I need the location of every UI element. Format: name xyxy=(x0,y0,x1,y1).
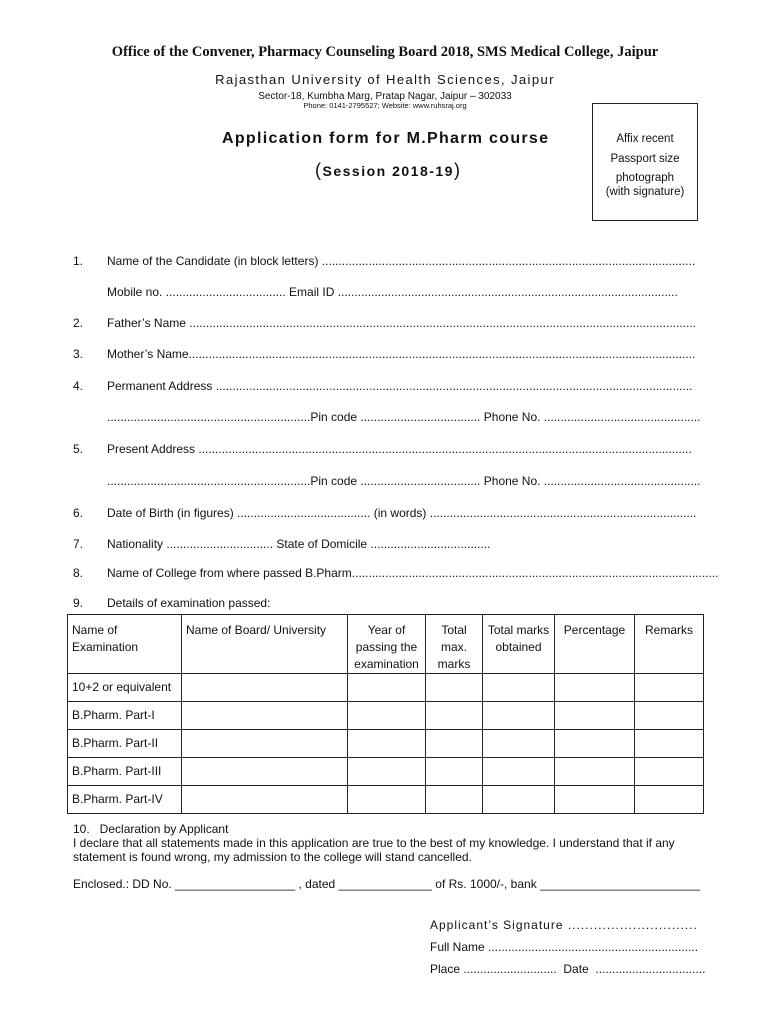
exam-name-cell: B.Pharm. Part-IV xyxy=(68,786,182,814)
declaration-text: I declare that all statements made in this application are true to the best of my knowledge. I understand that if any statement is found wrong, my admission to the college will stand cancelled. xyxy=(73,836,675,864)
max-marks-cell[interactable] xyxy=(426,730,483,758)
column-header-exam-name: Name of Examination xyxy=(68,615,182,674)
max-marks-cell[interactable] xyxy=(426,674,483,702)
date-of-birth-field[interactable]: Date of Birth (in figures) ........................................ (in words) ................................................................................ xyxy=(107,506,697,520)
field-number: 6. xyxy=(73,506,84,520)
photo-instruction-line: photograph xyxy=(615,172,675,184)
marks-obtained-cell[interactable] xyxy=(483,786,555,814)
session-text: Session 2018-19 xyxy=(322,163,454,179)
exam-name-cell: B.Pharm. Part-I xyxy=(68,702,182,730)
max-marks-cell[interactable] xyxy=(426,702,483,730)
year-cell[interactable] xyxy=(348,702,426,730)
photo-instruction-line: (with signature) xyxy=(605,186,685,198)
place-date-field[interactable]: Place ............................ Date ................................. xyxy=(430,962,706,976)
board-cell[interactable] xyxy=(182,674,348,702)
photo-instruction-line: Passport size xyxy=(610,153,680,165)
column-header-remarks: Remarks xyxy=(635,615,704,674)
column-header-board: Name of Board/ University xyxy=(182,615,348,674)
candidate-name-field[interactable]: Name of the Candidate (in block letters) ................................................................................................................ xyxy=(107,254,696,268)
field-number: 9. xyxy=(73,596,84,610)
table-row xyxy=(68,730,704,758)
applicant-signature-field[interactable]: Applicant’s Signature .............................. xyxy=(430,918,698,932)
year-cell[interactable] xyxy=(348,674,426,702)
field-number: 4. xyxy=(73,379,84,393)
board-cell[interactable] xyxy=(182,758,348,786)
field-number: 7. xyxy=(73,537,84,551)
marks-obtained-cell[interactable] xyxy=(483,758,555,786)
father-name-field[interactable]: Father’s Name ........................................................................................................................................................ xyxy=(107,316,697,330)
field-number: 3. xyxy=(73,347,84,361)
field-number: 2. xyxy=(73,316,84,330)
mother-name-field[interactable]: Mother’s Name........................................................................................................................................................ xyxy=(107,347,696,361)
year-cell[interactable] xyxy=(348,786,426,814)
exam-details-table xyxy=(67,614,704,814)
year-cell[interactable] xyxy=(348,758,426,786)
column-header-max-marks: Total max. marks xyxy=(426,615,483,674)
board-cell[interactable] xyxy=(182,786,348,814)
full-name-field[interactable]: Full Name ............................................................... xyxy=(430,940,699,954)
field-number: 8. xyxy=(73,566,84,580)
session-open-paren: ( xyxy=(315,160,323,180)
table-row xyxy=(68,758,704,786)
remarks-cell[interactable] xyxy=(635,702,704,730)
year-cell[interactable] xyxy=(348,730,426,758)
field-number: 1. xyxy=(73,254,84,268)
remarks-cell[interactable] xyxy=(635,786,704,814)
permanent-address-field[interactable]: Permanent Address ............................................................................................................................................... xyxy=(107,379,693,393)
column-header-marks-obtained: Total marks obtained xyxy=(483,615,555,674)
board-cell[interactable] xyxy=(182,730,348,758)
present-address-field[interactable]: Present Address .................................................................................................................................................... xyxy=(107,442,692,456)
marks-obtained-cell[interactable] xyxy=(483,674,555,702)
form-title: Application form for M.Pharm course xyxy=(222,130,550,147)
photo-instruction-line: Affix recent xyxy=(616,133,674,145)
percentage-cell[interactable] xyxy=(555,674,635,702)
column-header-year: Year of passing the examination xyxy=(348,615,426,674)
marks-obtained-cell[interactable] xyxy=(483,702,555,730)
table-header-row xyxy=(68,615,704,674)
university-contact: Phone: 0141-2795527; Website: www.ruhsraj.org xyxy=(303,101,467,110)
form-session xyxy=(315,160,461,181)
percentage-cell[interactable] xyxy=(555,730,635,758)
table-row xyxy=(68,786,704,814)
photo-box[interactable] xyxy=(592,103,698,221)
mobile-email-field[interactable]: Mobile no. .................................... Email ID ...................................................................................................... xyxy=(107,285,678,299)
table-row xyxy=(68,702,704,730)
remarks-cell[interactable] xyxy=(635,674,704,702)
university-address: Sector-18, Kumbha Marg, Pratap Nagar, Jaipur – 302033 xyxy=(258,91,512,102)
permanent-pin-phone-field[interactable]: .............................................................Pin code .................................... Phone No. ............................................... xyxy=(107,410,701,424)
university-name: Rajasthan University of Health Sciences, Jaipur xyxy=(215,72,555,87)
marks-obtained-cell[interactable] xyxy=(483,730,555,758)
enclosed-dd-field[interactable]: Enclosed.: DD No. __________________ , dated ______________ of Rs. 1000/-, bank ________________________ xyxy=(73,877,701,891)
percentage-cell[interactable] xyxy=(555,786,635,814)
remarks-cell[interactable] xyxy=(635,730,704,758)
college-name-field[interactable]: Name of College from where passed B.Pharm.............................................................................................................. xyxy=(107,566,719,580)
board-cell[interactable] xyxy=(182,702,348,730)
office-title: Office of the Convener, Pharmacy Counseling Board 2018, SMS Medical College, Jaipur xyxy=(111,44,659,60)
exam-name-cell: 10+2 or equivalent xyxy=(68,674,182,702)
percentage-cell[interactable] xyxy=(555,702,635,730)
percentage-cell[interactable] xyxy=(555,758,635,786)
present-pin-phone-field[interactable]: .............................................................Pin code .................................... Phone No. ............................................... xyxy=(107,474,701,488)
max-marks-cell[interactable] xyxy=(426,786,483,814)
exam-name-cell: B.Pharm. Part-II xyxy=(68,730,182,758)
session-close-paren: ) xyxy=(453,160,462,180)
nationality-domicile-field[interactable]: Nationality ................................ State of Domicile .................................... xyxy=(107,537,491,551)
column-header-percentage: Percentage xyxy=(555,615,635,674)
table-row xyxy=(68,674,704,702)
declaration-heading: 10. Declaration by Applicant xyxy=(73,822,229,836)
exam-name-cell: B.Pharm. Part-III xyxy=(68,758,182,786)
field-number: 5. xyxy=(73,442,84,456)
exam-details-label: Details of examination passed: xyxy=(107,596,271,610)
max-marks-cell[interactable] xyxy=(426,758,483,786)
remarks-cell[interactable] xyxy=(635,758,704,786)
